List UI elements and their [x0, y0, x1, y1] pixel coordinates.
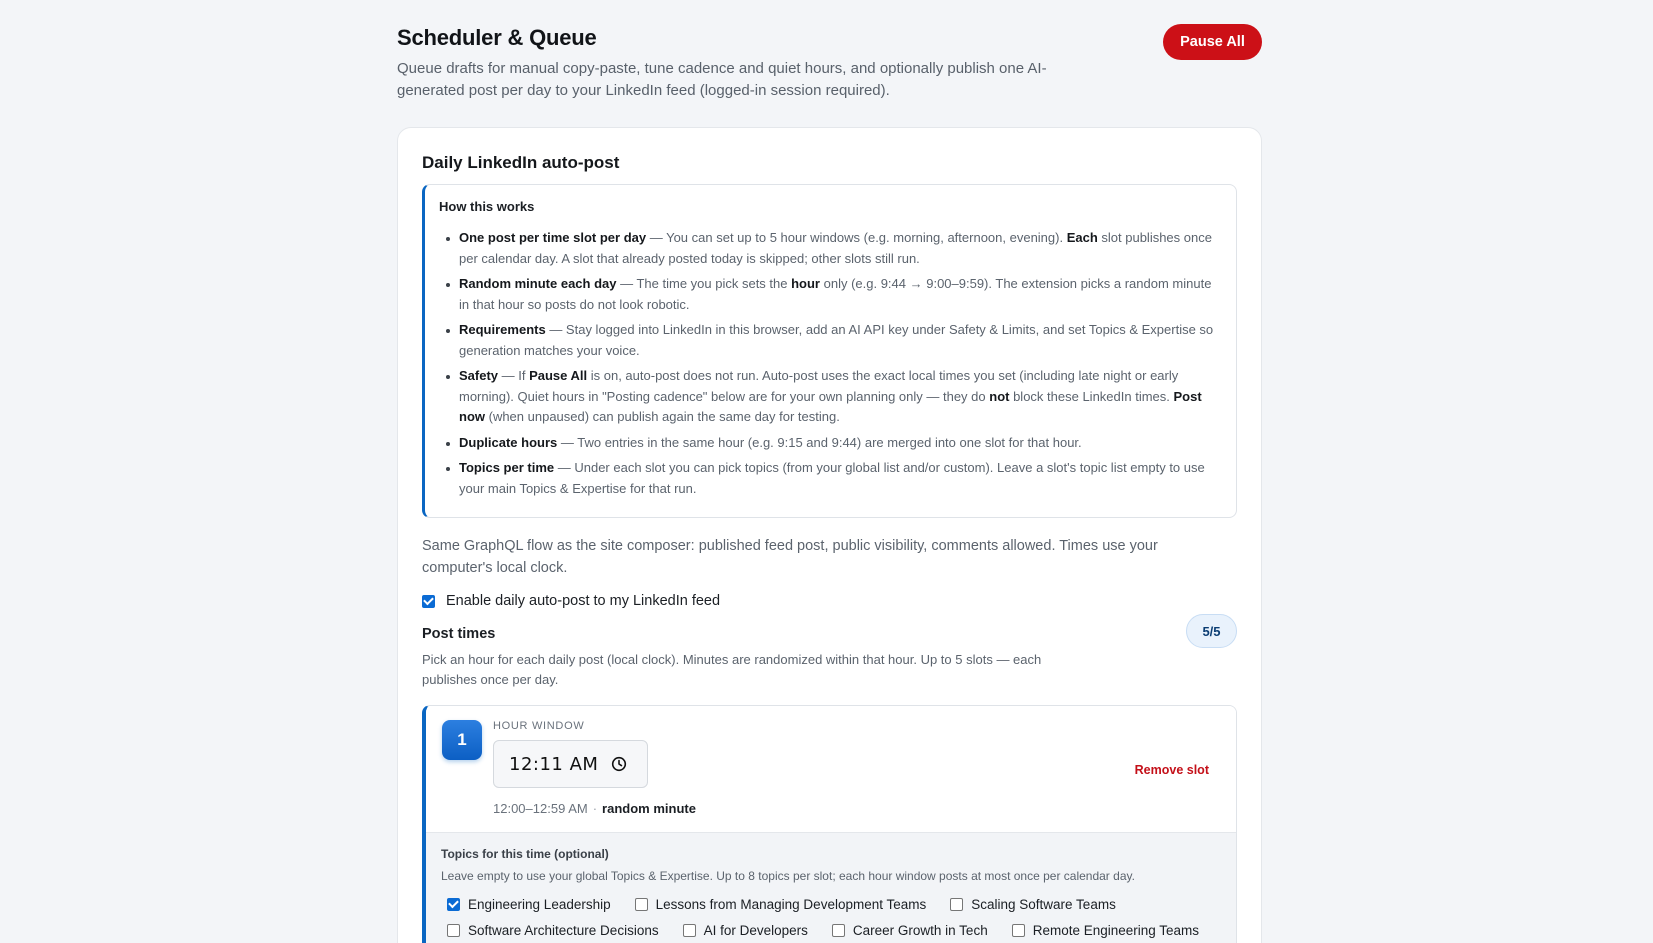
topic-checkbox[interactable]: [683, 924, 696, 937]
topic-option[interactable]: [441, 923, 659, 938]
how-item: Topics per time — Under each slot you can pick topics (from your global list and/or custom). Leave a slot's topic list empty to use your main Topics & Expertise for that run.: [439, 458, 1220, 499]
topics-row: [441, 891, 1236, 917]
scheduler-page: [397, 24, 1262, 938]
hour-range: [493, 801, 696, 816]
hour-window-label: HOUR WINDOW: [493, 720, 585, 732]
how-list: [439, 228, 1220, 499]
graphql-description: Same GraphQL flow as the site composer: published feed post, public visibility, comments allowed. Times use your computer's local clock.: [422, 538, 1158, 576]
topic-label: Scaling Software Teams: [971, 896, 1116, 912]
topics-title: Topics for this time (optional): [441, 847, 609, 861]
page-header: [397, 24, 1262, 104]
slot-count-badge: 5/5: [1186, 614, 1237, 648]
pause-all-button[interactable]: Pause All: [1163, 24, 1262, 60]
topic-label: Software Architecture Decisions: [468, 922, 659, 938]
random-minute-label: random minute: [602, 801, 696, 816]
topic-label: Career Growth in Tech: [852, 922, 988, 938]
slot-header: [426, 706, 1236, 832]
topic-label: Remote Engineering Teams: [1032, 922, 1200, 938]
page-subtitle: Queue drafts for manual copy-paste, tune cadence and quiet hours, and optionally publish one AI-generated post per day to your LinkedIn feed (logged-in session required).: [397, 60, 1047, 99]
topics-row: [441, 917, 1236, 943]
slot-topics-panel: [426, 832, 1236, 943]
how-item: Safety — If Pause All is on, auto-post does not run. Auto-post uses the exact local times you set (including late night or early morning). Quiet hours in "Posting cadence" below are for your own planning only — they do not block these LinkedIn times. Post now (when unpaused) can publish again the same day for testing.: [439, 366, 1220, 428]
post-times-title: Post times: [422, 626, 496, 642]
how-item: Random minute each day — The time you pick sets the hour only (e.g. 9:44 → 9:00–9:59). The extension picks a random minute in that hour so posts do not look robotic.: [439, 274, 1220, 315]
time-value: 12:11 AM: [509, 753, 599, 775]
how-title: How this works: [439, 199, 535, 214]
topic-checkbox[interactable]: [635, 898, 648, 911]
remove-slot-button[interactable]: Remove slot: [1134, 763, 1209, 777]
auto-post-card: [397, 127, 1262, 943]
how-item: Duplicate hours — Two entries in the same hour (e.g. 9:15 and 9:44) are merged into one slot for that hour.: [439, 433, 1220, 454]
how-item: One post per time slot per day — You can set up to 5 hour windows (e.g. morning, afternoon, evening). Each slot publishes once per calendar day. A slot that already posted today is skipped; other slots still run.: [439, 228, 1220, 269]
topic-option[interactable]: [441, 897, 611, 912]
enable-auto-post-row[interactable]: [422, 591, 1237, 611]
topic-checkbox[interactable]: [1012, 924, 1025, 937]
clock-icon[interactable]: [611, 756, 627, 772]
topic-option[interactable]: [677, 923, 808, 938]
topic-checkbox[interactable]: [832, 924, 845, 937]
slot-number-badge: 1: [442, 720, 482, 760]
topic-option[interactable]: [826, 923, 988, 938]
post-times-section: [422, 624, 1237, 688]
topic-option[interactable]: [944, 897, 1116, 912]
topic-label: AI for Developers: [703, 922, 808, 938]
hour-range-text: 12:00–12:59 AM: [493, 801, 588, 816]
post-times-description: Pick an hour for each daily post (local clock). Minutes are randomized within that hour. Up to 5 slots — each publishes once per day.: [422, 652, 1042, 687]
enable-auto-post-label: Enable daily auto-post to my LinkedIn feed: [446, 593, 721, 609]
topic-label: Engineering Leadership: [468, 896, 611, 912]
topics-description: Leave empty to use your global Topics & Expertise. Up to 8 topics per slot; each hour window posts at most once per calendar day.: [441, 869, 1135, 883]
how-item: Requirements — Stay logged into LinkedIn in this browser, add an AI API key under Safety & Limits, and set Topics & Expertise so generation matches your voice.: [439, 320, 1220, 361]
page-title: Scheduler & Queue: [397, 25, 597, 50]
topic-checkbox[interactable]: [950, 898, 963, 911]
topic-checkbox[interactable]: [447, 898, 460, 911]
range-separator: ·: [592, 801, 598, 816]
card-title: Daily LinkedIn auto-post: [422, 153, 620, 172]
topic-option[interactable]: [1006, 923, 1199, 938]
topic-checkbox[interactable]: [447, 924, 460, 937]
how-this-works-box: [422, 184, 1237, 518]
topic-option[interactable]: [629, 897, 927, 912]
topics-grid: [441, 891, 1236, 943]
time-input[interactable]: [493, 740, 648, 788]
topic-label: Lessons from Managing Development Teams: [655, 896, 927, 912]
time-slot-card: [422, 705, 1237, 943]
enable-auto-post-checkbox[interactable]: [422, 595, 435, 608]
